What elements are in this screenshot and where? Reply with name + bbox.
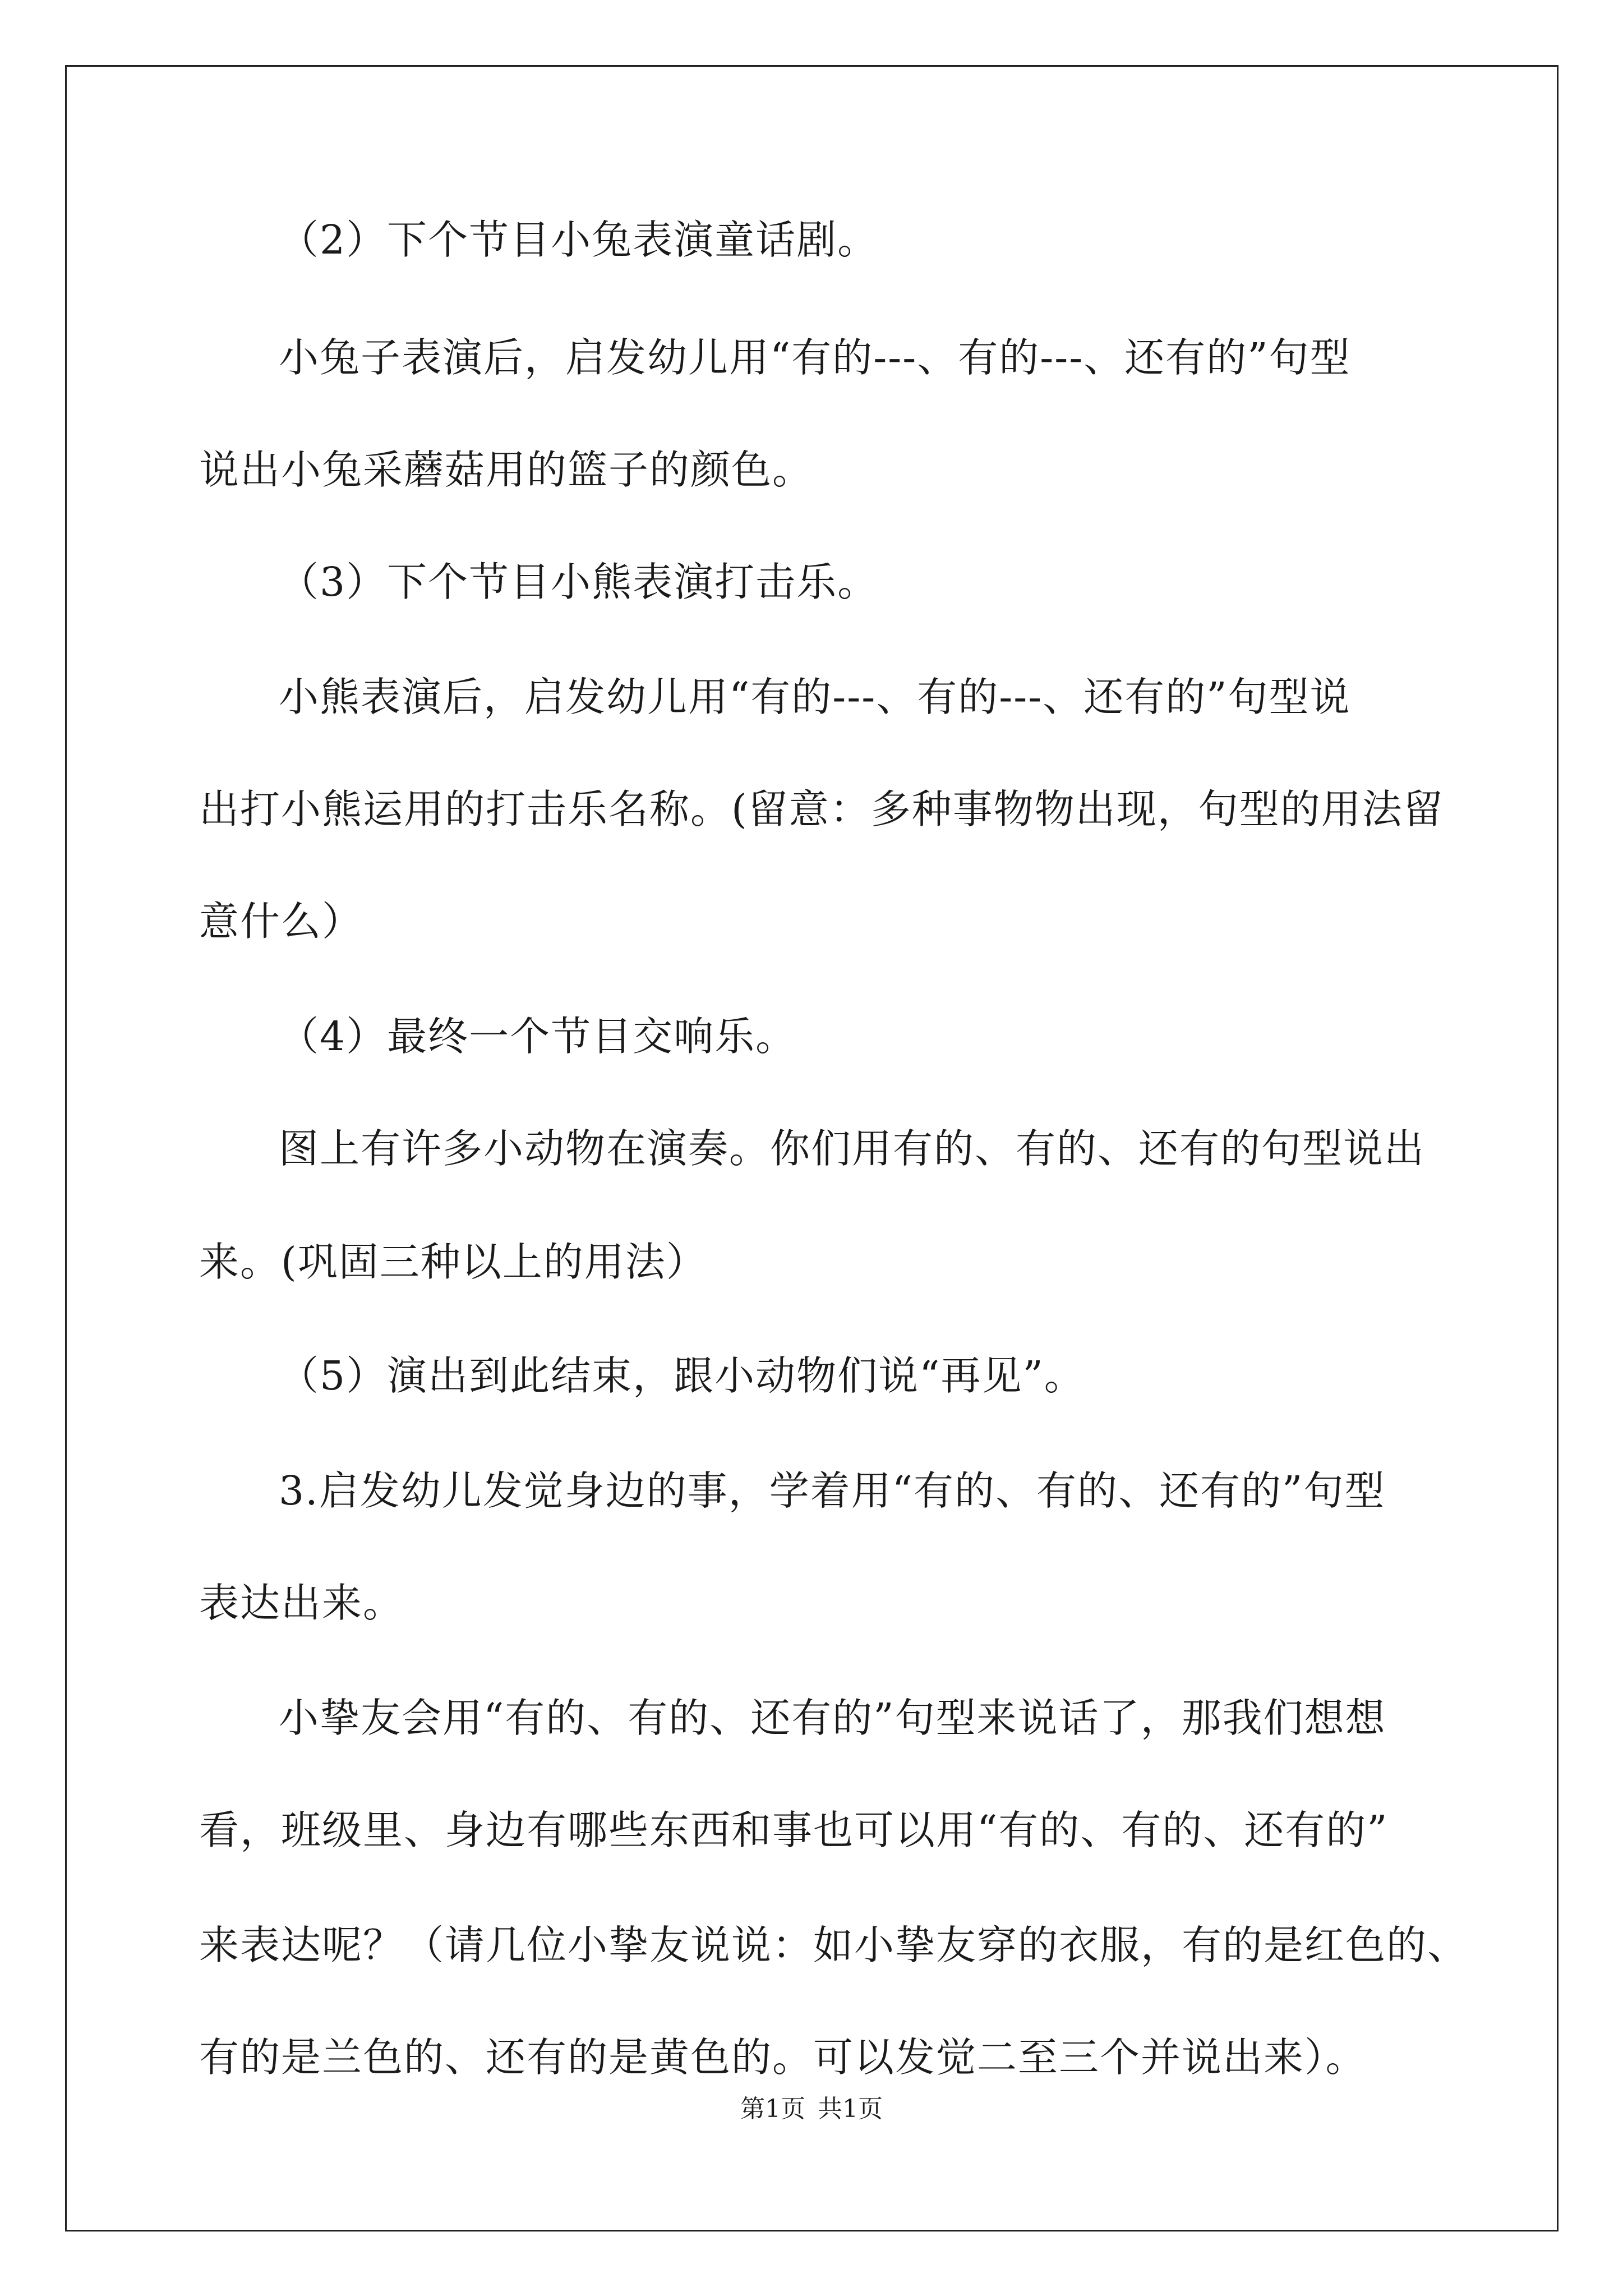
paragraph-line: 意什么）	[199, 898, 363, 945]
paragraph-line: 小挚友会用“有的、有的、还有的”句型来说话了，那我们想想	[279, 1695, 1386, 1741]
paragraph-line: 有的是兰色的、还有的是黄色的。可以发觉二至三个并说出来）。	[199, 2034, 1367, 2081]
paragraph-line: 小兔子表演后，启发幼儿用“有的---、有的---、还有的”句型	[279, 334, 1351, 381]
paragraph-line: 来表达呢？（请几位小挚友说说：如小挚友穿的衣服，有的是红色的、	[199, 1922, 1469, 1968]
paragraph-line: 3.启发幼儿发觉身边的事，学着用“有的、有的、还有的”句型	[279, 1467, 1386, 1514]
page-number: 第1页	[740, 2095, 805, 2123]
page-total: 共1页	[818, 2095, 883, 2123]
paragraph-line: 来。(巩固三种以上的用法）	[199, 1239, 707, 1285]
paragraph-line: 说出小兔采蘑菇用的篮子的颜色。	[199, 447, 814, 493]
paragraph-line: （5）演出到此结束，跟小动物们说“再见”。	[279, 1352, 1085, 1399]
paragraph-line: （3）下个节目小熊表演打击乐。	[279, 559, 879, 605]
paragraph-line: 看，班级里、身边有哪些东西和事也可以用“有的、有的、还有的”	[199, 1807, 1389, 1853]
paragraph-line: 出打小熊运用的打击乐名称。(留意：多种事物物出现，句型的用法留	[199, 786, 1444, 832]
paragraph-line: 表达出来。	[199, 1580, 404, 1626]
paragraph-line: （4）最终一个节目交响乐。	[279, 1013, 797, 1060]
page-footer	[0, 2092, 1623, 2126]
paragraph-line: 图上有许多小动物在演奏。你们用有的、有的、还有的句型说出	[279, 1125, 1426, 1172]
paragraph-line: （2）下个节目小兔表演童话剧。	[279, 217, 879, 263]
paragraph-line: 小熊表演后，启发幼儿用“有的---、有的---、还有的”句型说	[279, 674, 1351, 720]
